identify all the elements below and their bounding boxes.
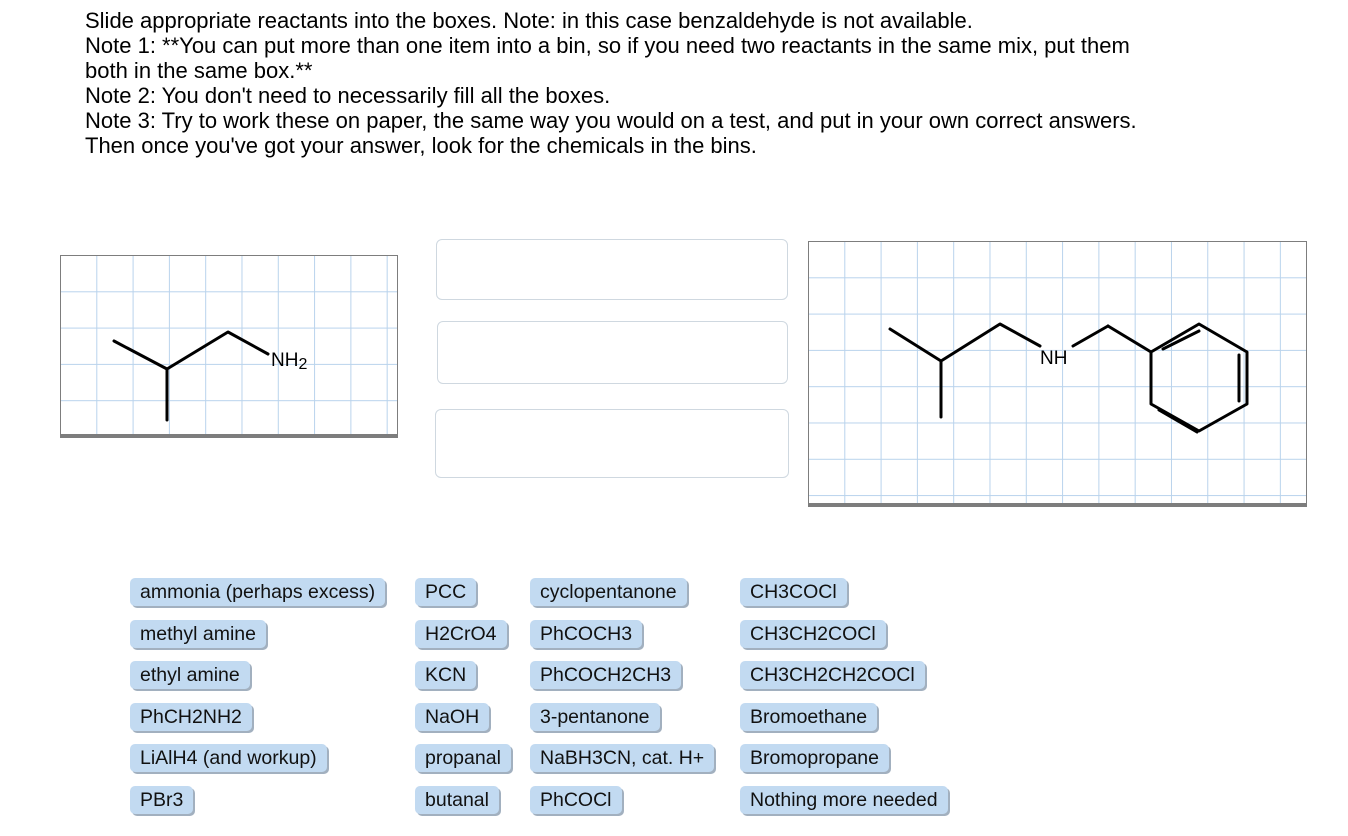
reagent-chip[interactable]: PhCOCH2CH3: [530, 661, 681, 689]
amine-label: NH: [1040, 348, 1068, 369]
reagent-chip[interactable]: butanal: [415, 786, 499, 814]
reagent-chip[interactable]: PCC: [415, 578, 476, 606]
reagent-chip[interactable]: LiAlH4 (and workup): [130, 744, 327, 772]
reagent-chip[interactable]: Bromoethane: [740, 703, 877, 731]
reagent-chip[interactable]: cyclopentanone: [530, 578, 687, 606]
reagent-bin-1[interactable]: [436, 239, 788, 300]
reagent-chip[interactable]: NaBH3CN, cat. H+: [530, 744, 714, 772]
reagent-chip[interactable]: KCN: [415, 661, 476, 689]
reagent-chip[interactable]: PhCH2NH2: [130, 703, 252, 731]
instruction-line: Note 1: **You can put more than one item into a bin, so if you need two reactants in the same mix, put them: [85, 33, 1130, 58]
reagent-chip[interactable]: methyl amine: [130, 620, 266, 648]
amine-label: NH2: [271, 350, 308, 373]
reagent-chip[interactable]: Nothing more needed: [740, 786, 948, 814]
reagent-chip[interactable]: CH3COCl: [740, 578, 847, 606]
instruction-line: Slide appropriate reactants into the boxes. Note: in this case benzaldehyde is not available.: [85, 8, 973, 33]
reagent-chip[interactable]: PBr3: [130, 786, 193, 814]
reagent-chip[interactable]: H2CrO4: [415, 620, 507, 648]
instruction-line: both in the same box.**: [85, 58, 313, 83]
starting-material-panel: [60, 255, 398, 438]
instruction-line: Note 3: Try to work these on paper, the same way you would on a test, and put in your own correct answers.: [85, 108, 1137, 133]
instruction-line: Then once you've got your answer, look for the chemicals in the bins.: [85, 133, 757, 158]
reagent-chip[interactable]: PhCOCH3: [530, 620, 642, 648]
instruction-line: Note 2: You don't need to necessarily fill all the boxes.: [85, 83, 611, 108]
starting-material-structure: [61, 256, 399, 439]
reagent-chip[interactable]: propanal: [415, 744, 511, 772]
reagent-chip[interactable]: ammonia (perhaps excess): [130, 578, 385, 606]
reagent-chip[interactable]: NaOH: [415, 703, 489, 731]
reagent-chip[interactable]: Bromopropane: [740, 744, 889, 772]
reagent-chip[interactable]: 3-pentanone: [530, 703, 660, 731]
reagent-bin-2[interactable]: [437, 321, 788, 384]
reagent-chip[interactable]: ethyl amine: [130, 661, 250, 689]
reagent-bin-3[interactable]: [435, 409, 789, 478]
reagent-chip[interactable]: CH3CH2CH2COCl: [740, 661, 925, 689]
instructions: [85, 8, 1325, 158]
product-panel: [808, 241, 1307, 507]
reagent-chip[interactable]: PhCOCl: [530, 786, 622, 814]
reagent-chip[interactable]: CH3CH2COCl: [740, 620, 886, 648]
product-structure: [809, 242, 1308, 508]
